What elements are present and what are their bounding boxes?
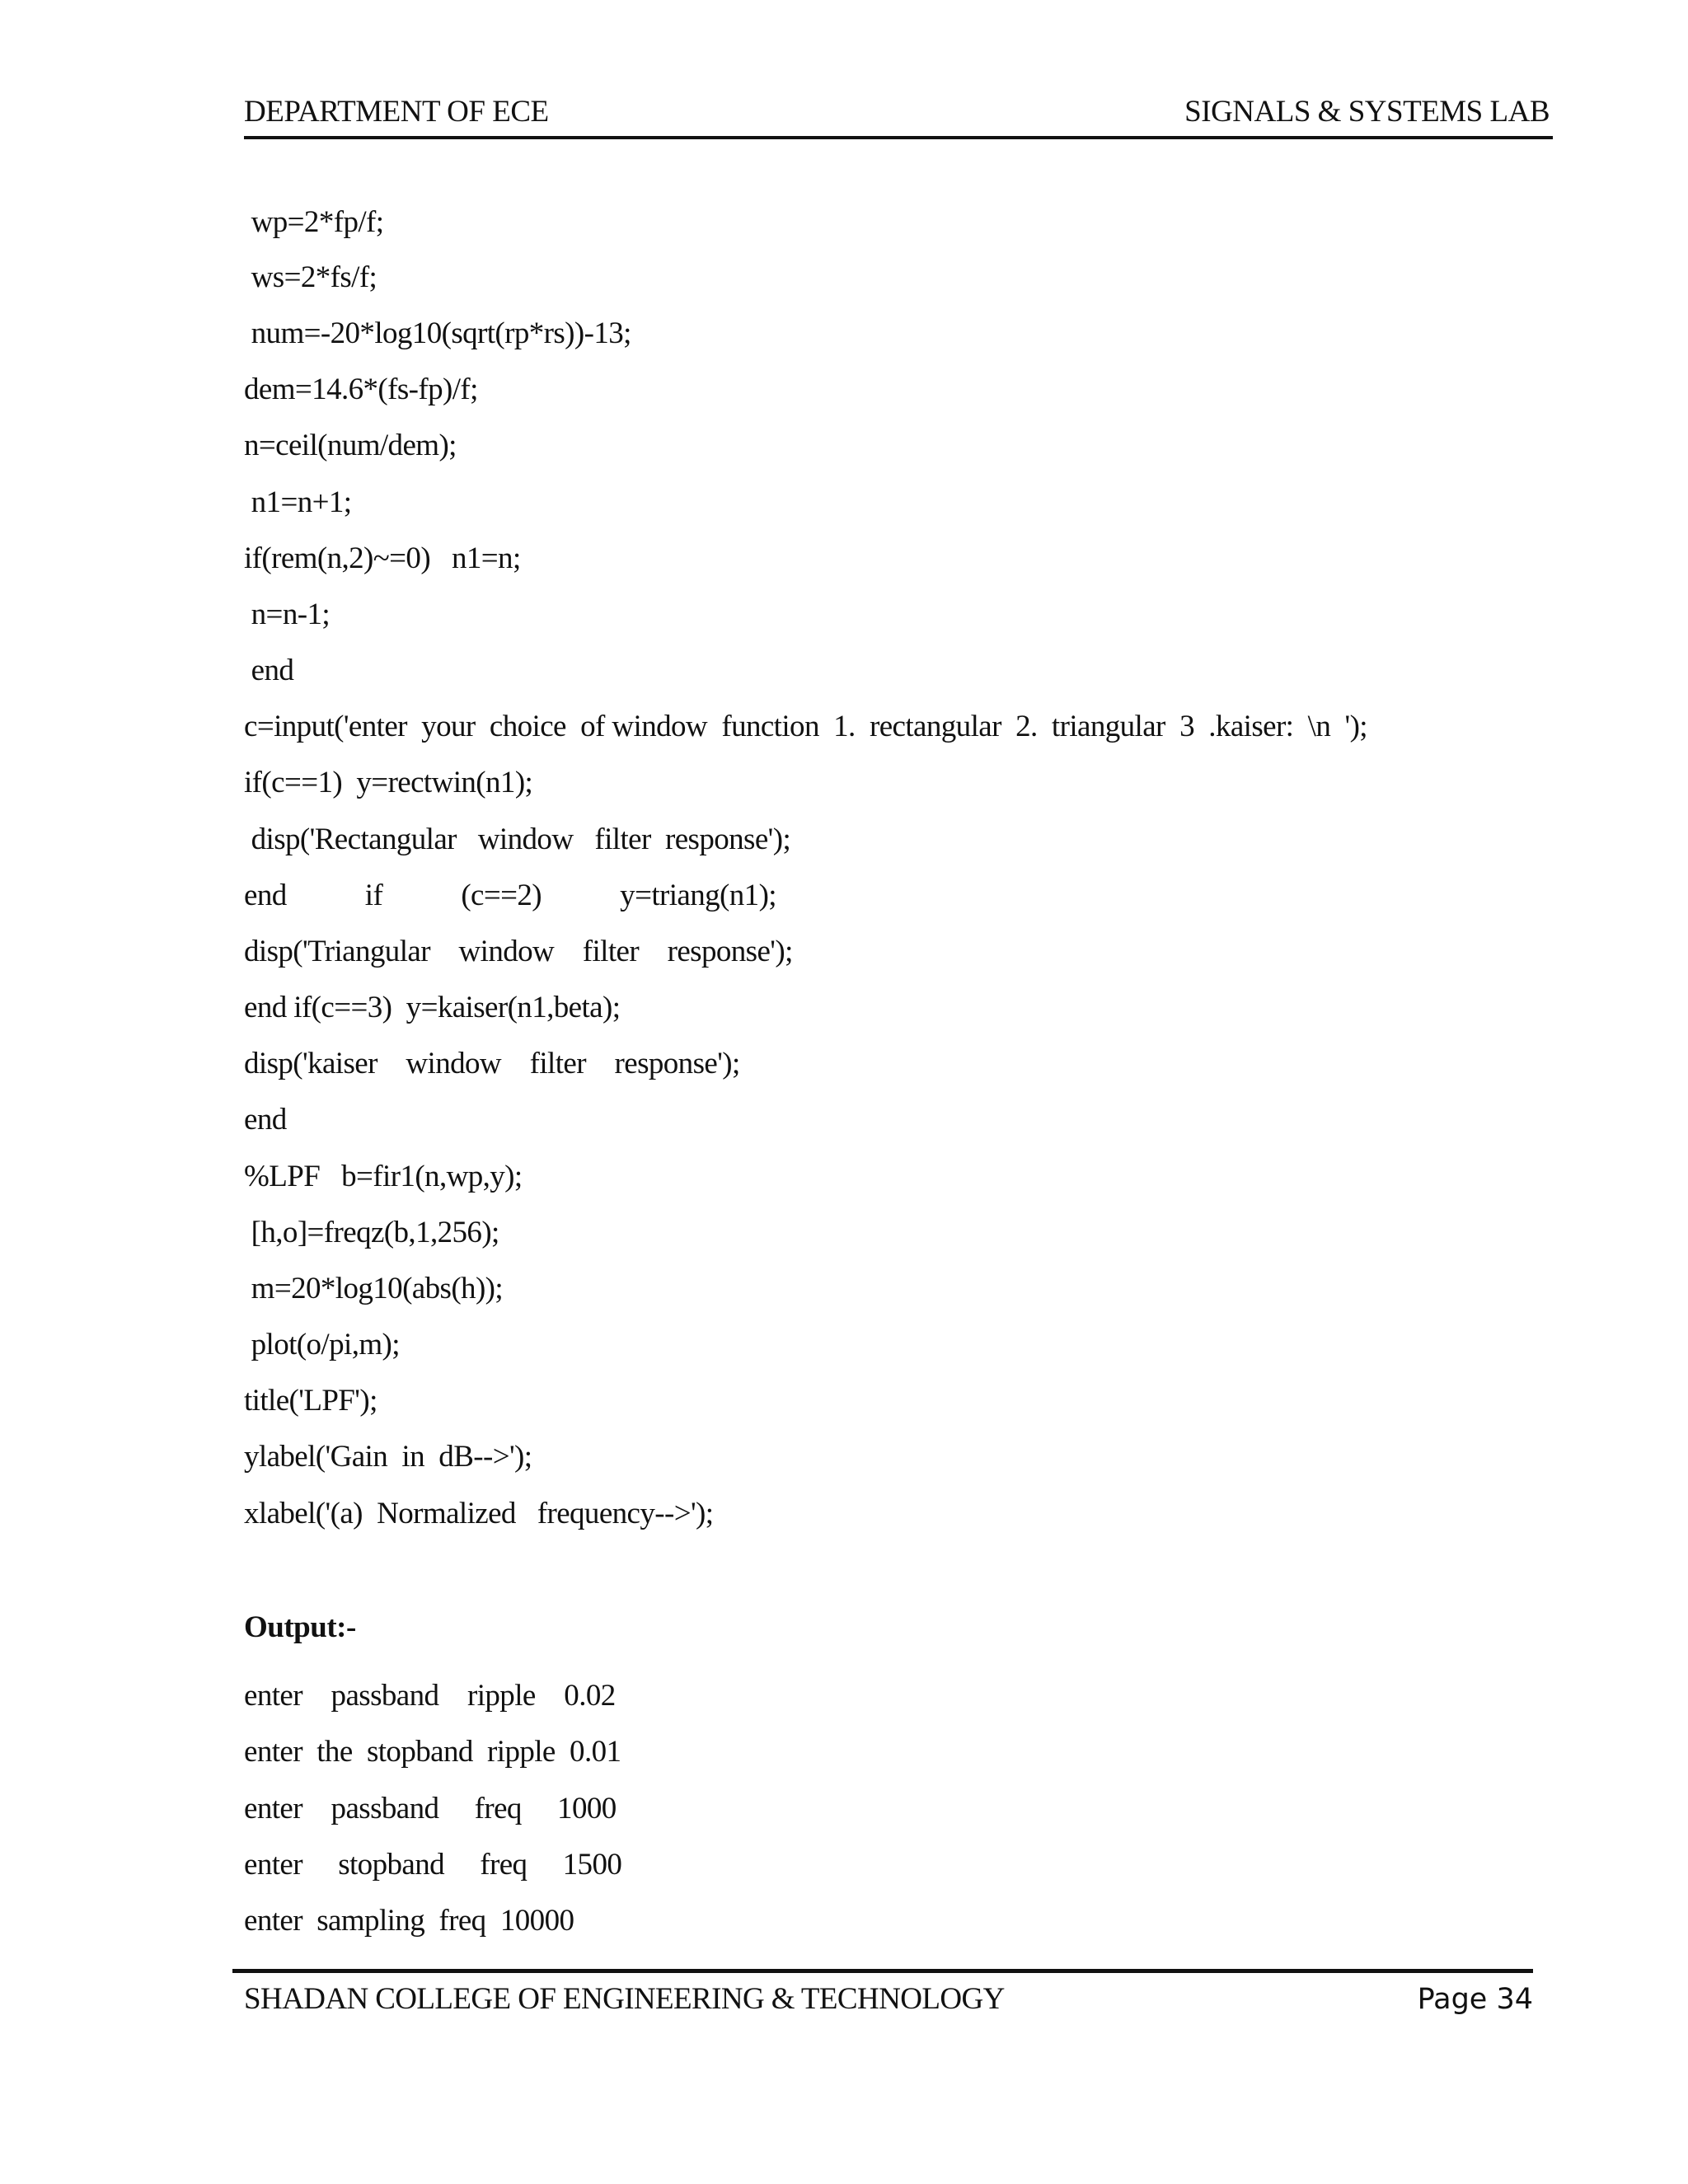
code-line: end if (c==2) y=triang(n1); [244, 879, 776, 912]
code-line: title('LPF'); [244, 1384, 377, 1418]
page-header [244, 92, 1550, 132]
output-line: enter the stopband ripple 0.01 [244, 1735, 621, 1769]
code-line: disp('Triangular window filter response'); [244, 935, 793, 968]
code-line: plot(o/pi,m); [244, 1328, 400, 1361]
code-line: end if(c==3) y=kaiser(n1,beta); [244, 991, 621, 1024]
footer-college-name: SHADAN COLLEGE OF ENGINEERING & TECHNOLOGY [244, 1982, 1005, 2016]
code-line: ws=2*fs/f; [244, 260, 377, 294]
output-line: enter sampling freq 10000 [244, 1904, 574, 1938]
code-line: %LPF b=fir1(n,wp,y); [244, 1160, 523, 1193]
code-line: xlabel('(a) Normalized frequency-->'); [244, 1497, 714, 1530]
code-line: num=-20*log10(sqrt(rp*rs))-13; [244, 316, 631, 350]
code-line: end [244, 654, 294, 687]
code-line: n=n-1; [244, 598, 331, 631]
output-line: enter passband ripple 0.02 [244, 1679, 616, 1713]
code-line: if(rem(n,2)~=0) n1=n; [244, 541, 521, 575]
code-line: dem=14.6*(fs-fp)/f; [244, 373, 478, 406]
output-line: enter stopband freq 1500 [244, 1848, 622, 1882]
code-line: end [244, 1103, 287, 1137]
footer-divider [232, 1969, 1533, 1973]
code-line: disp('kaiser window filter response'); [244, 1047, 740, 1080]
header-department: DEPARTMENT OF ECE [244, 95, 549, 129]
page-footer [244, 1978, 1533, 2021]
code-line: ylabel('Gain in dB-->'); [244, 1440, 532, 1474]
output-heading: Output:- [244, 1610, 356, 1644]
output-line: enter passband freq 1000 [244, 1792, 617, 1825]
header-divider [244, 136, 1553, 139]
header-lab-title: SIGNALS & SYSTEMS LAB [1184, 95, 1550, 129]
code-line: c=input('enter your choice of window function 1. rectangular 2. triangular 3 .kaiser: \n '); [244, 710, 1367, 743]
code-line: [h,o]=freqz(b,1,256); [244, 1216, 499, 1249]
code-line: if(c==1) y=rectwin(n1); [244, 766, 533, 799]
code-line: wp=2*fp/f; [244, 205, 384, 239]
page-number: Page 34 [1417, 1983, 1533, 2016]
code-line: n1=n+1; [244, 485, 352, 519]
code-line: m=20*log10(abs(h)); [244, 1272, 504, 1305]
code-line: disp('Rectangular window filter response'); [244, 823, 791, 856]
code-line: n=ceil(num/dem); [244, 429, 457, 462]
